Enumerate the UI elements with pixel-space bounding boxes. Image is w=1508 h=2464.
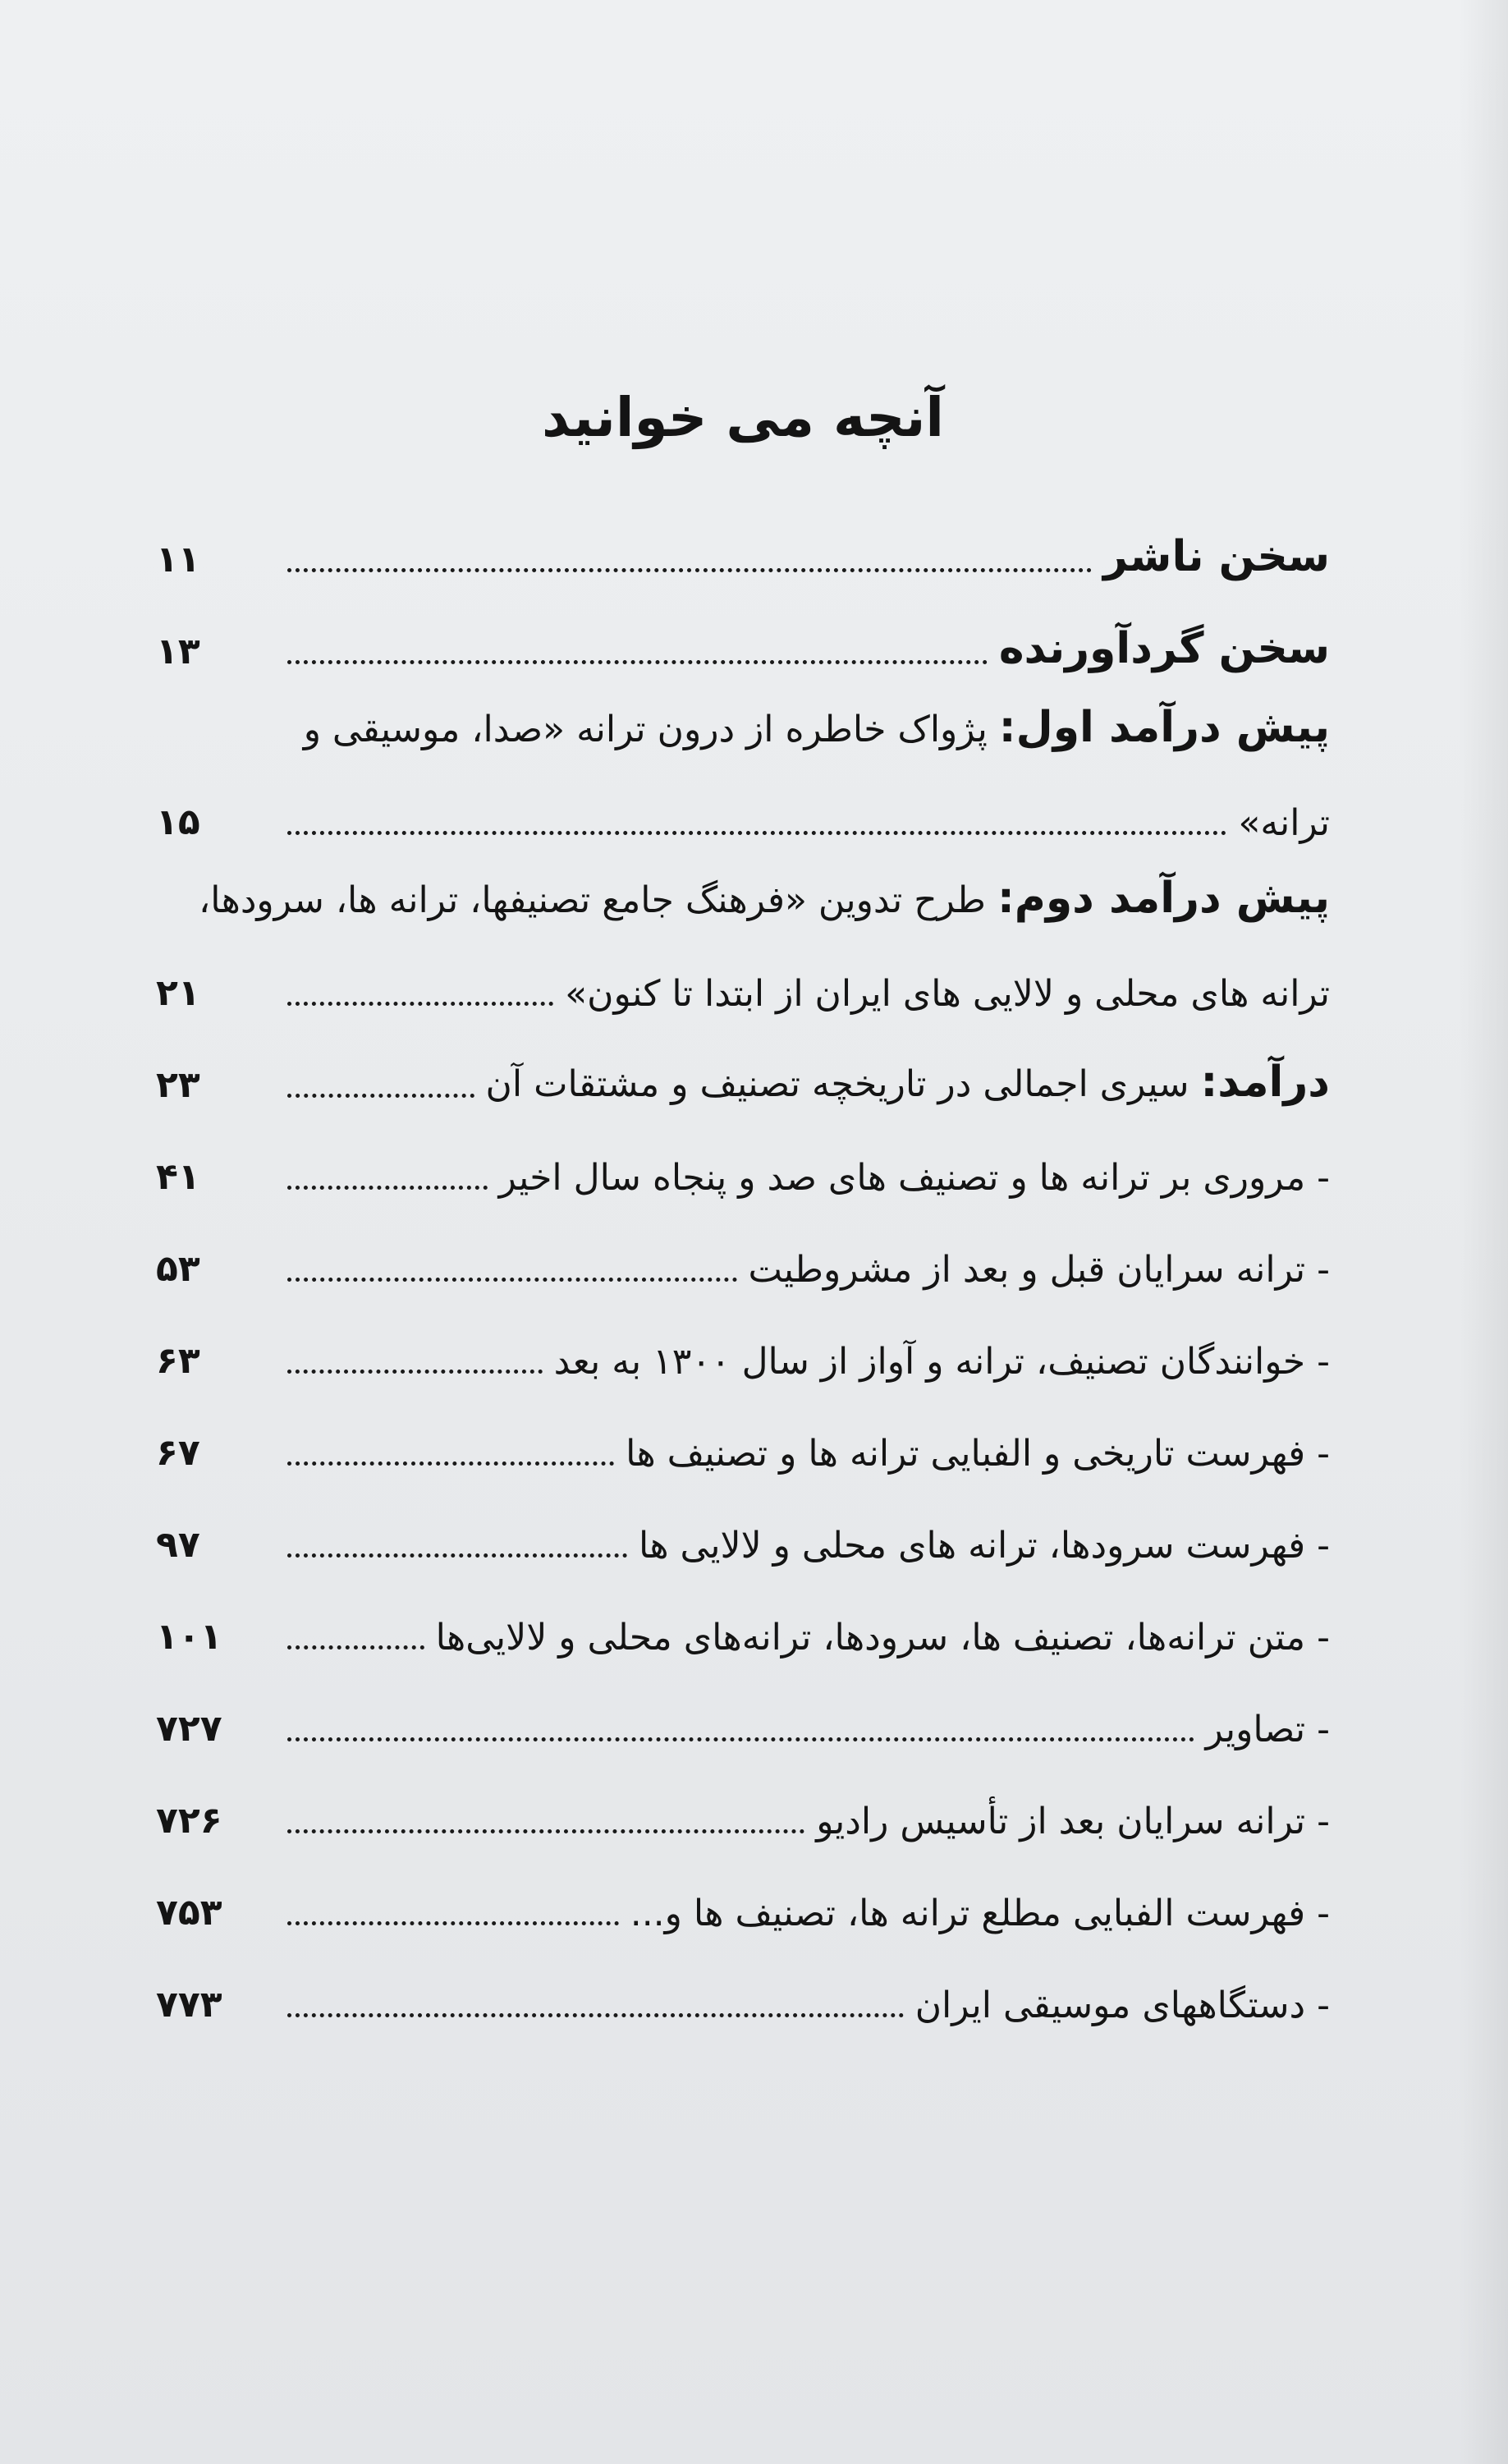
toc-entry-subtitle: طرح تدوین «فرهنگ جامع تصنیفها، ترانه ها، سرودها،	[199, 879, 997, 921]
toc-entry	[156, 1216, 1330, 1308]
dot-leader	[287, 1186, 488, 1190]
toc-entry-introduction	[156, 1032, 1330, 1124]
toc-entry-subtitle: سیری اجمالی در تاریخچه تصنیف و مشتقات آن	[485, 1062, 1201, 1105]
toc-page-number: ۵۳	[156, 1248, 200, 1290]
dot-leader	[287, 1002, 553, 1006]
toc-entry-text: ترانه های محلی و لالایی های ایران از ابتدا تا کنون»	[565, 972, 1330, 1015]
table-of-contents	[156, 386, 1330, 2044]
toc-entry-publisher-note	[156, 507, 1330, 599]
dot-leader	[287, 1645, 424, 1650]
dot-leader	[287, 568, 1092, 572]
dot-leader	[287, 660, 988, 664]
toc-page-number: ۱۵	[156, 801, 200, 843]
toc-entry-text: - فهرست سرودها، ترانه های محلی و لالایی ها	[638, 1524, 1330, 1567]
toc-entry-prelude-two-line1	[156, 861, 1330, 940]
dot-leader	[287, 1278, 737, 1282]
toc-entry-text: سخن گردآورنده	[998, 623, 1330, 673]
toc-entry-text: - دستگاههای موسیقی ایران	[914, 1984, 1330, 2026]
toc-entry-prelude-one-line2	[156, 769, 1330, 861]
toc-entry-text: - فهرست الفبایی مطلع ترانه ها، تصنیف ها و...	[630, 1892, 1330, 1934]
toc-entry	[156, 1400, 1330, 1492]
page-title: آنچه می خوانید	[541, 386, 944, 449]
toc-entry-text: - خوانندگان تصنیف، ترانه و آواز از سال ۱۳۰۰ به بعد	[553, 1340, 1330, 1383]
toc-page-number: ۷۵۳	[156, 1892, 222, 1934]
toc-entry-text: - ترانه سرایان قبل و بعد از مشروطیت	[748, 1248, 1330, 1291]
toc-entry-heading: پیش درآمد اول:	[998, 702, 1330, 752]
toc-entry	[156, 1308, 1330, 1400]
page-edge-shadow	[1459, 0, 1508, 2464]
toc-entry	[156, 1584, 1330, 1676]
toc-page-number: ۱۳	[156, 631, 200, 672]
toc-entry-text: - تصاویر	[1205, 1708, 1330, 1750]
toc-page-number: ۶۳	[156, 1340, 200, 1382]
toc-entry	[156, 1952, 1330, 2044]
toc-entry-text: - مروری بر ترانه ها و تصنیف های صد و پنجاه سال اخیر	[498, 1156, 1330, 1199]
toc-page-number: ۲۱	[156, 972, 200, 1014]
dot-leader	[287, 1461, 614, 1466]
toc-entry-compiler-note	[156, 599, 1330, 691]
toc-entry	[156, 1860, 1330, 1952]
toc-page-number: ۶۷	[156, 1432, 200, 1474]
dot-leader	[287, 2013, 904, 2017]
dot-leader	[287, 1370, 543, 1374]
toc-entry-prelude-one-line1	[156, 691, 1330, 769]
dot-leader	[287, 1737, 1194, 1741]
toc-page-number: ۲۳	[156, 1064, 200, 1106]
toc-entry-heading: پیش درآمد دوم:	[997, 873, 1330, 923]
toc-entry-text: ترانه»	[1238, 801, 1330, 844]
toc-page-number: ۱۱	[156, 539, 200, 580]
toc-entry	[156, 1492, 1330, 1584]
toc-entry-text: سخن ناشر	[1102, 531, 1330, 581]
dot-leader	[287, 1094, 474, 1098]
dot-leader	[287, 831, 1226, 835]
toc-entry-text	[304, 704, 1330, 751]
toc-entry-text: - ترانه سرایان بعد از تأسیس رادیو	[816, 1800, 1330, 1842]
toc-page-number: ۷۷۳	[156, 1984, 222, 2026]
toc-entry	[156, 1124, 1330, 1216]
toc-entry	[156, 1768, 1330, 1860]
toc-page-number: ۱۰۱	[156, 1616, 222, 1658]
toc-entry-heading: درآمد:	[1200, 1057, 1330, 1107]
toc-page-number: ۷۲۷	[156, 1708, 222, 1750]
toc-entry-text: - متن ترانه‌ها، تصنیف ها، سرودها، ترانه‌های محلی و لالایی‌ها	[435, 1616, 1330, 1659]
toc-entry-text	[199, 875, 1330, 922]
toc-entry-prelude-two-line2	[156, 940, 1330, 1032]
toc-entry	[156, 1676, 1330, 1768]
toc-entry-text: - فهرست تاریخی و الفبایی ترانه ها و تصنیف ها	[626, 1432, 1330, 1475]
toc-entry-subtitle: پژواک خاطره از درون ترانه «صدا، موسیقی و	[303, 708, 999, 750]
toc-page-number: ۴۱	[156, 1156, 200, 1198]
dot-leader	[287, 1921, 619, 1925]
dot-leader	[287, 1553, 627, 1558]
toc-page-number: ۹۷	[156, 1524, 200, 1566]
toc-entry-text	[486, 1059, 1330, 1106]
toc-page-number: ۷۲۶	[156, 1800, 222, 1842]
dot-leader	[287, 1829, 804, 1833]
